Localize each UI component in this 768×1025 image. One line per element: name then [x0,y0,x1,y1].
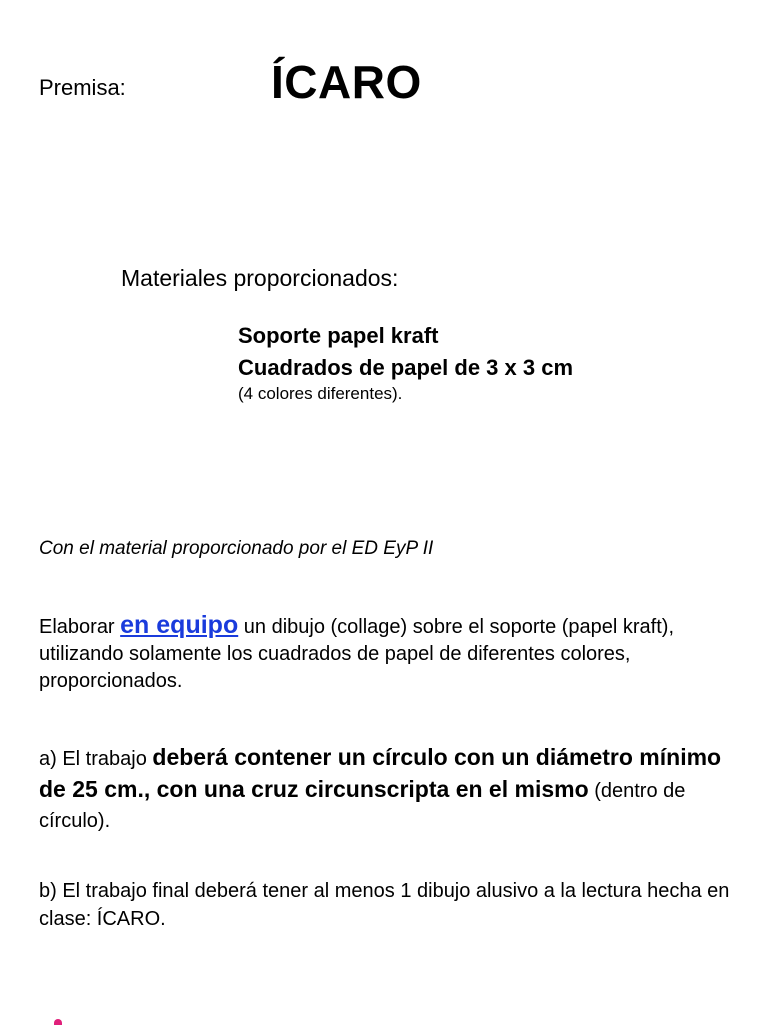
requirement-a-after: (dentro de círculo). [39,780,686,832]
intro-text: Con el material proporcionado por el ED EyP II [39,538,434,559]
requirement-a-before: a) El trabajo [39,748,153,770]
materials-heading: Materiales proporcionados: [121,265,399,291]
instruction-paragraph [39,612,739,695]
requirement-b: b) El trabajo final deberá tener al menos 1 dibujo alusivo a la lectura hecha en clase: ÍCARO. [39,880,730,930]
accent-mark-icon [54,1019,62,1025]
material-item-squares: Cuadrados de papel de 3 x 3 cm [238,355,574,380]
requirement-a [39,742,739,836]
instruction-before: Elaborar [39,616,121,638]
requirement-a-strong: deberá contener un círculo con un diámetro mínimo de 25 cm., con una cruz circunscripta en el mismo [39,744,722,802]
team-emphasis-link[interactable]: en equipo [120,611,239,639]
instruction-after: un dibujo (collage) sobre el soporte (papel kraft), utilizando solamente los cuadrados de papel de diferentes colores, proporcionados. [39,616,675,692]
premise-label: Premisa: [39,75,126,100]
page-title: ÍCARO [271,56,422,108]
material-note: (4 colores diferentes). [238,384,403,403]
material-item-kraft: Soporte papel kraft [238,323,439,348]
